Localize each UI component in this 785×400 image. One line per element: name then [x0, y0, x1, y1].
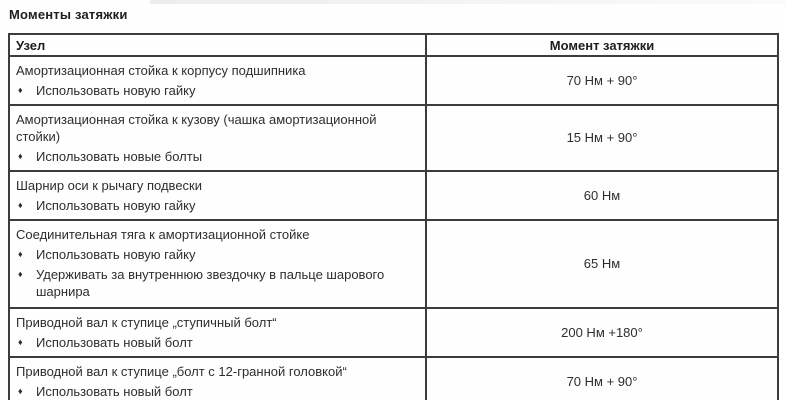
table-row	[9, 105, 778, 171]
torque-value: 60 Нм	[426, 171, 778, 220]
node-title: Амортизационная стойка к корпусу подшипника	[16, 63, 306, 78]
diamond-bullet-icon: ♦	[18, 200, 23, 210]
diamond-bullet-icon: ♦	[18, 337, 23, 347]
bullet-item	[16, 334, 419, 351]
torque-value: 15 Нм + 90°	[426, 105, 778, 171]
bullet-item	[16, 246, 419, 263]
torque-value: 65 Нм	[426, 220, 778, 308]
torque-value: 200 Нм +180°	[426, 308, 778, 357]
diamond-bullet-icon: ♦	[18, 249, 23, 259]
diamond-bullet-icon: ♦	[18, 85, 23, 95]
node-title: Шарнир оси к рычагу подвески	[16, 178, 202, 193]
bullet-item	[16, 148, 419, 165]
node-cell	[9, 357, 426, 400]
node-title: Соединительная тяга к амортизационной стойке	[16, 227, 310, 242]
diamond-bullet-icon: ♦	[18, 386, 23, 396]
node-cell	[9, 171, 426, 220]
page-title: Моменты затяжки	[9, 7, 128, 22]
node-title: Амортизационная стойка к кузову (чашка амортизационной стойки)	[16, 112, 377, 144]
bullet-text: Использовать новый болт	[36, 384, 193, 399]
table-header-row	[9, 34, 778, 56]
bullet-item	[16, 82, 419, 99]
bullet-item	[16, 266, 419, 300]
diamond-bullet-icon: ♦	[18, 151, 23, 161]
table-row	[9, 308, 778, 357]
node-cell	[9, 56, 426, 105]
bullet-text: Удерживать за внутреннюю звездочку в пальце шарового шарнира	[36, 267, 385, 299]
column-header-torque: Момент затяжки	[426, 34, 778, 56]
table-row	[9, 357, 778, 400]
bullet-item	[16, 383, 419, 400]
bullet-text: Использовать новую гайку	[36, 198, 196, 213]
scan-artifact	[150, 0, 785, 4]
table-row	[9, 171, 778, 220]
bullet-text: Использовать новый болт	[36, 335, 193, 350]
bullet-text: Использовать новые болты	[36, 149, 203, 164]
diamond-bullet-icon: ♦	[18, 269, 23, 279]
bullet-item	[16, 197, 419, 214]
table-row	[9, 56, 778, 105]
node-cell	[9, 220, 426, 308]
torque-value: 70 Нм + 90°	[426, 357, 778, 400]
torque-value: 70 Нм + 90°	[426, 56, 778, 105]
bullet-text: Использовать новую гайку	[36, 247, 196, 262]
bullet-text: Использовать новую гайку	[36, 83, 196, 98]
node-cell	[9, 105, 426, 171]
torque-table	[8, 33, 779, 400]
table-row	[9, 220, 778, 308]
node-title: Приводной вал к ступице „болт с 12-гранной головкой“	[16, 364, 347, 379]
node-cell	[9, 308, 426, 357]
node-title: Приводной вал к ступице „ступичный болт“	[16, 315, 277, 330]
column-header-node: Узел	[9, 34, 426, 56]
